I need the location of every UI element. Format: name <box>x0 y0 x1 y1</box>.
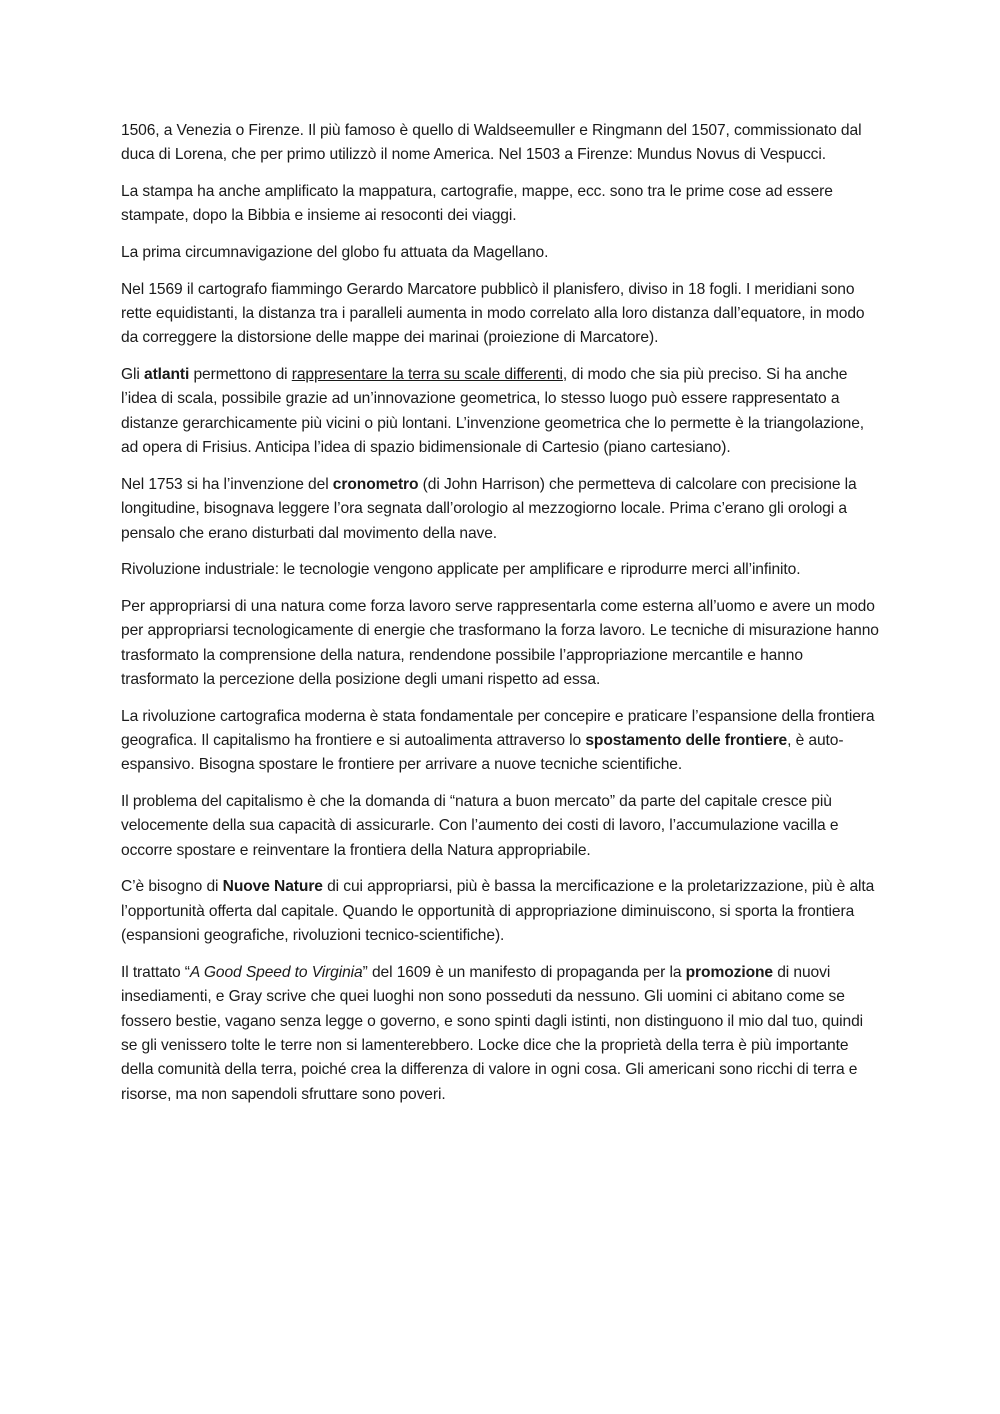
paragraph <box>121 473 883 546</box>
paragraph <box>121 363 883 461</box>
text-run: La stampa ha anche amplificato la mappatura, cartografie, mappe, ecc. sono tra le prime cose ad essere stampate, dopo la Bibbia e insieme ai resoconti dei viaggi. <box>121 183 833 225</box>
paragraph <box>121 180 883 229</box>
text-run: Gli <box>121 366 144 383</box>
text-run: Il trattato “ <box>121 963 190 981</box>
paragraph <box>121 961 883 1107</box>
text-run: di nuovi insediamenti, e Gray scrive che quei luoghi non sono posseduti da nessuno. Gli uomini ci abitano come se fossero bestie, vagano senza legge o governo, e sono spinti dagli istinti, non distinguono il mio dal tuo, quindi se gli venissero tolte le terre non si lamenterebbero. Locke dice che la proprietà della terra è più importante della comunità della terra, poiché crea la differenza di valore in ogni cosa. Gli americani sono ricchi di terra e risorse, ma non sapendoli sfruttare sono poveri. <box>121 963 864 1103</box>
document-body <box>121 119 883 1119</box>
underlined-phrase: rappresentare la terra su scale differenti <box>291 366 563 383</box>
text-run: Nel 1569 il cartografo fiammingo Gerardo Marcatore pubblicò il planisfero, diviso in 18 fogli. I meridiani sono rette equidistanti, la distanza tra i paralleli aumenta in modo correlato alla loro distanza dall’equatore, in modo da correggere la distorsione delle mappe dei marinai (proiezione di Marcatore). <box>121 280 865 347</box>
paragraph <box>121 241 883 265</box>
paragraph <box>121 790 883 863</box>
text-run: , è auto-espansivo. Bisogna spostare le frontiere per arrivare a nuove tecniche scientifiche. <box>121 732 844 774</box>
paragraph <box>121 278 883 351</box>
text-run: La prima circumnavigazione del globo fu attuata da Magellano. <box>121 244 549 261</box>
text-run: Rivoluzione industriale: le tecnologie vengono applicate per amplificare e riprodurre merci all’infinito. <box>121 561 801 579</box>
text-run: Il problema del capitalismo è che la domanda di “natura a buon mercato” da parte del capitale cresce più velocemente della sua capacità di assicurarle. Con l’aumento dei costi di lavoro, l’accumulazione vacilla e occorre spostare e reinventare la frontiera della Natura appropriabile. <box>121 793 839 859</box>
text-run: Nel 1753 si ha l’invenzione del <box>121 475 333 493</box>
text-run: (di John Harrison) che permetteva di calcolare con precisione la longitudine, bisognava leggere l’ora segnata dall’orologio al mezzogiorno locale. Prima c’erano gli orologi a pensalo che erano disturbati dal movimento della nave. <box>121 475 857 542</box>
bold-term: cronometro <box>332 475 419 493</box>
italic-title: A Good Speed to Virginia <box>189 963 363 981</box>
text-run: permettono di <box>189 366 292 383</box>
text-run: ” del 1609 è un manifesto di propaganda per la <box>362 963 686 981</box>
text-run: C’è bisogno di <box>121 878 223 896</box>
bold-term: spostamento delle frontiere <box>585 732 788 750</box>
bold-term: atlanti <box>144 366 190 383</box>
paragraph <box>121 705 883 778</box>
bold-term: Nuove Nature <box>222 878 323 896</box>
bold-term: promozione <box>685 963 773 981</box>
text-run: 1506, a Venezia o Firenze. Il più famoso è quello di Waldseemuller e Ringmann del 1507, commissionato dal duca di Lorena, che per primo utilizzò il nome America. Nel 1503 a Firenze: Mundus Novus di Vespucci. <box>121 122 862 164</box>
text-run: Per appropriarsi di una natura come forza lavoro serve rappresentarla come esterna all’uomo e avere un modo per appropriarsi tecnologicamente di energie che trasformano la forza lavoro. Le tecniche di misurazione hanno trasformato la comprensione della natura, rendendone possibile l’appropriazione mercantile e hanno trasformato la percezione della posizione degli umani rispetto ad essa. <box>121 597 879 689</box>
paragraph <box>121 595 883 693</box>
text-run: , di modo che sia più preciso. Si ha anche l’idea di scala, possibile grazie ad un’innovazione geometrica, lo stesso luogo può essere rappresentato a distanze gerarchicamente più vicini o più lontani. L’invenzione geometrica che lo permette è la triangolazione, ad opera di Frisius. Anticipa l’idea di spazio bidimensionale di Cartesio (piano cartesiano). <box>121 366 865 457</box>
paragraph <box>121 558 883 582</box>
paragraph <box>121 875 883 948</box>
text-run: di cui appropriarsi, più è bassa la mercificazione e la proletarizzazione, più è alta l’opportunità offerta dal capitale. Quando le opportunità di appropriazione diminuiscono, si sporta la frontiera (espansioni geografiche, rivoluzioni tecnico-scientifiche). <box>121 878 875 945</box>
text-run: La rivoluzione cartografica moderna è stata fondamentale per concepire e praticare l’espansione della frontiera geografica. Il capitalismo ha frontiere e si autoalimenta attraverso lo <box>121 707 875 750</box>
paragraph <box>121 119 883 168</box>
